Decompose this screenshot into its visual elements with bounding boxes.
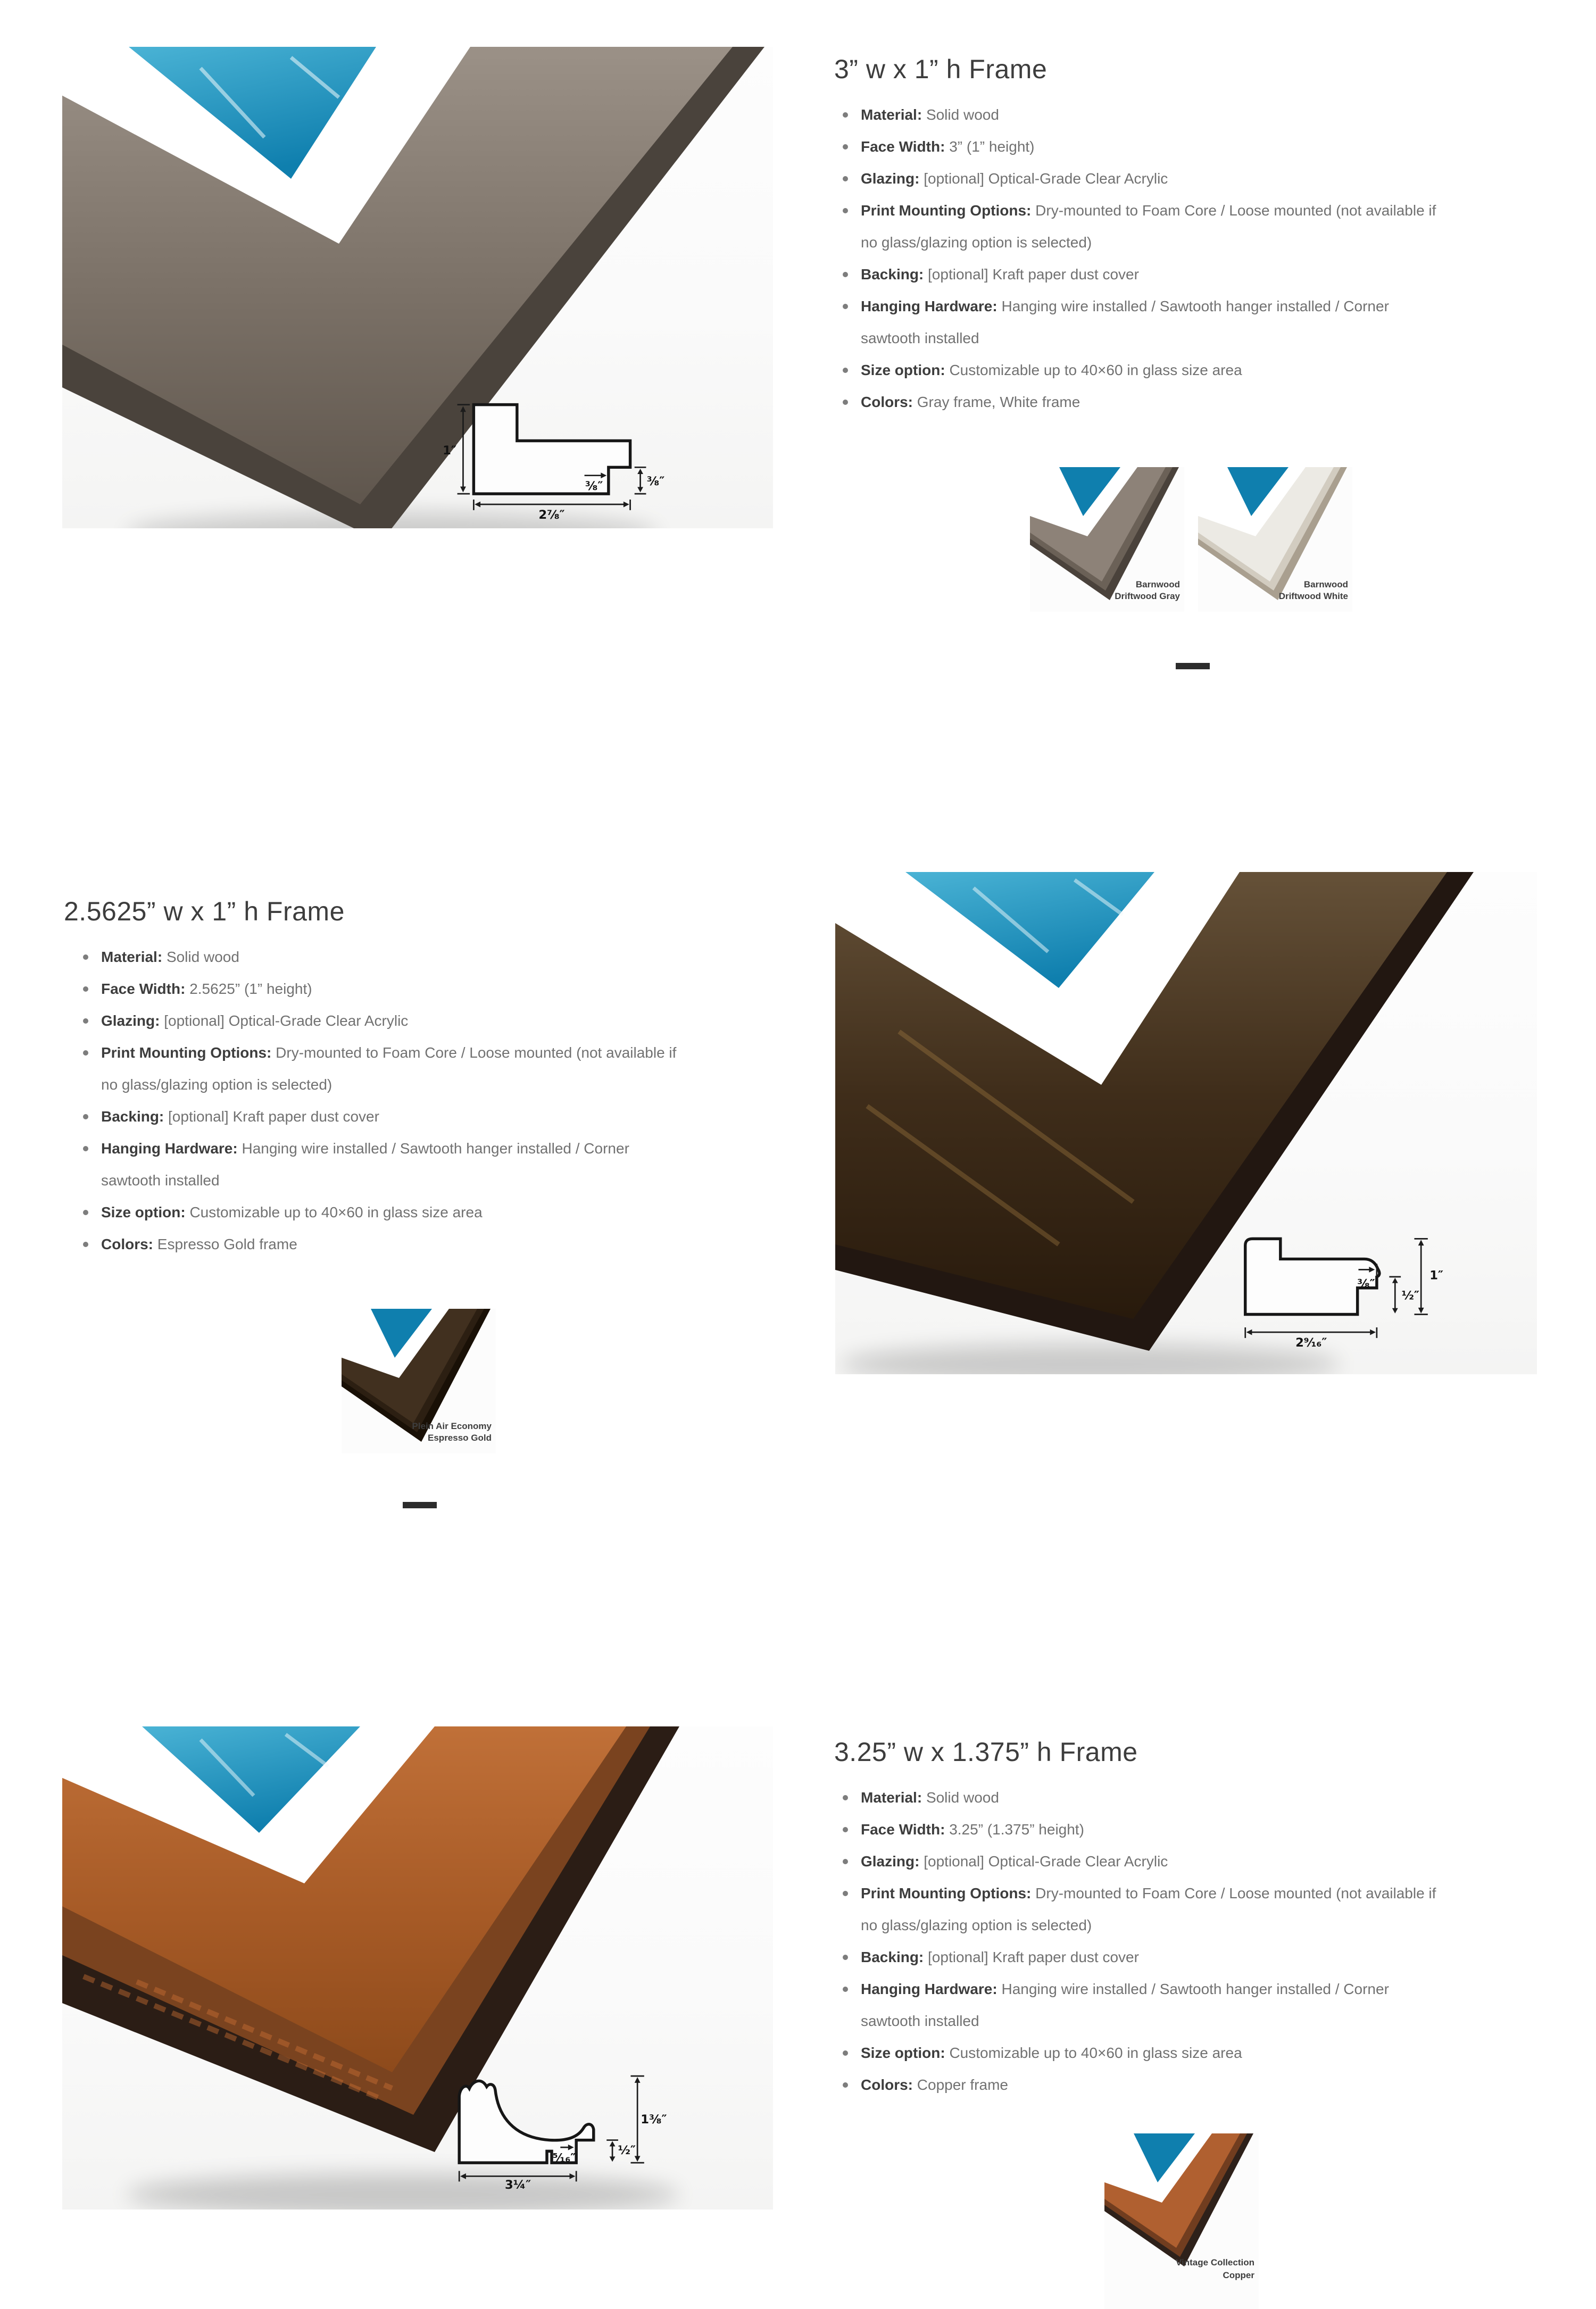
dim-height: 1″ xyxy=(1429,1268,1444,1283)
swatch-caption-line1: Vintage Collection xyxy=(1176,2257,1254,2268)
spec-label: Face Width: xyxy=(101,981,186,997)
spec-label: Hanging Hardware: xyxy=(861,1981,998,1997)
spec-item xyxy=(861,386,1542,418)
spec-value-line: [optional] Kraft paper dust cover xyxy=(168,1108,379,1125)
dim-height: 1″ xyxy=(443,443,457,458)
frame-photo-vintage-copper xyxy=(62,1726,773,2210)
color-swatch-copper xyxy=(1104,2133,1259,2309)
swatch-caption-line2: Copper xyxy=(1223,2270,1254,2280)
spec-label: Face Width: xyxy=(861,138,945,155)
spec-label: Print Mounting Options: xyxy=(861,1885,1032,1901)
spec-value-line: [optional] Optical-Grade Clear Acrylic xyxy=(924,170,1168,187)
color-swatch-espresso xyxy=(342,1309,496,1453)
spec-value-line: Solid wood xyxy=(166,949,239,965)
spec-value-line: sawtooth installed xyxy=(101,1172,220,1189)
spec-item xyxy=(861,354,1542,386)
spec-item xyxy=(101,1005,769,1037)
spec-value-line: Customizable up to 40×60 in glass size area xyxy=(189,1204,483,1220)
spec-label: Print Mounting Options: xyxy=(861,202,1032,219)
section-title: 3.25” w x 1.375” h Frame xyxy=(834,1737,1138,1767)
spec-label: Size option: xyxy=(861,362,945,378)
swatch-row xyxy=(342,1309,496,1453)
spec-value-line: Espresso Gold frame xyxy=(157,1236,297,1252)
spec-value-line: [optional] Optical-Grade Clear Acrylic xyxy=(164,1012,409,1029)
color-swatch-white xyxy=(1198,467,1352,612)
spec-item xyxy=(101,973,769,1005)
spec-value-line: Solid wood xyxy=(926,1789,999,1806)
spec-label: Print Mounting Options: xyxy=(101,1044,272,1061)
spec-value-line: Gray frame, White frame xyxy=(917,394,1080,410)
dim-lip-height: ½″ xyxy=(618,2143,636,2157)
spec-label: Size option: xyxy=(101,1204,186,1220)
spec-label: Colors: xyxy=(101,1236,153,1252)
profile-diagram-3-25x1-375 xyxy=(440,2062,669,2189)
spec-value-line: Hanging wire installed / Sawtooth hanger installed / Corner xyxy=(242,1140,629,1157)
spec-value-line: Hanging wire installed / Sawtooth hanger installed / Corner xyxy=(1001,298,1389,314)
swatch-caption-line1: Plein Air Economy xyxy=(412,1421,492,1431)
spec-list xyxy=(101,941,769,1260)
section-divider-dash xyxy=(1176,663,1210,669)
dim-height: 1⅜″ xyxy=(641,2112,667,2127)
frame-photo-barnwood-gray xyxy=(62,47,773,528)
spec-label: Backing: xyxy=(861,1949,924,1965)
section-divider-dash xyxy=(403,1502,437,1508)
spec-value-line: Customizable up to 40×60 in glass size area xyxy=(949,362,1242,378)
spec-value-line: no glass/glazing option is selected) xyxy=(101,1076,332,1093)
spec-value-line: [optional] Optical-Grade Clear Acrylic xyxy=(924,1853,1168,1870)
dim-lip-height: ½″ xyxy=(1401,1289,1420,1303)
dim-lip-height: ⅜″ xyxy=(646,474,665,488)
profile-diagram-2-5625x1 xyxy=(1224,1220,1452,1348)
spec-item xyxy=(861,1941,1542,1973)
profile-diagram-3x1 xyxy=(440,393,669,520)
spec-label: Material: xyxy=(861,1789,922,1806)
spec-list xyxy=(861,99,1542,418)
spec-value-line: sawtooth installed xyxy=(861,330,979,346)
spec-label: Colors: xyxy=(861,394,913,410)
swatch-caption-line1: Barnwood xyxy=(1303,579,1348,589)
spec-item xyxy=(861,1878,1542,1941)
dim-lip-width: ⁵⁄₁₆″ xyxy=(552,2151,576,2165)
spec-item xyxy=(101,941,769,973)
spec-label: Face Width: xyxy=(861,1821,945,1838)
spec-label: Glazing: xyxy=(861,170,920,187)
dim-lip-width: ⅜″ xyxy=(1357,1277,1375,1291)
spec-value-line: Solid wood xyxy=(926,106,999,123)
spec-label: Material: xyxy=(101,949,163,965)
spec-item xyxy=(861,2069,1542,2101)
color-swatch-gray xyxy=(1030,467,1184,612)
spec-value-line: Copper frame xyxy=(917,2077,1008,2093)
spec-label: Colors: xyxy=(861,2077,913,2093)
spec-item xyxy=(861,259,1542,290)
spec-item xyxy=(861,99,1542,131)
frame-shadow xyxy=(841,1344,1341,1374)
spec-label: Backing: xyxy=(101,1108,164,1125)
spec-value-line: sawtooth installed xyxy=(861,2013,979,2029)
spec-item xyxy=(101,1133,769,1197)
spec-list xyxy=(861,1782,1542,2101)
swatch-row xyxy=(1030,467,1352,612)
spec-item xyxy=(101,1228,769,1260)
spec-item xyxy=(861,1846,1542,1878)
spec-label: Hanging Hardware: xyxy=(861,298,998,314)
spec-item xyxy=(861,163,1542,195)
spec-value-line: Dry-mounted to Foam Core / Loose mounted (not available if xyxy=(1035,202,1436,219)
dim-width: 2⁹⁄₁₆″ xyxy=(1295,1336,1327,1348)
dim-lip-width: ⅜″ xyxy=(585,479,603,493)
spec-item xyxy=(101,1037,769,1101)
spec-value-line: no glass/glazing option is selected) xyxy=(861,1917,1092,1933)
spec-value-line: 3” (1” height) xyxy=(949,138,1035,155)
spec-item xyxy=(861,131,1542,163)
dim-width: 2⅞″ xyxy=(538,508,565,520)
spec-value-line: no glass/glazing option is selected) xyxy=(861,234,1092,251)
spec-item xyxy=(861,1814,1542,1846)
spec-label: Material: xyxy=(861,106,922,123)
spec-value-line: Hanging wire installed / Sawtooth hanger installed / Corner xyxy=(1001,1981,1389,1997)
spec-item xyxy=(101,1101,769,1133)
spec-item xyxy=(861,1782,1542,1814)
spec-item xyxy=(861,290,1542,354)
spec-value-line: 3.25” (1.375” height) xyxy=(949,1821,1084,1838)
spec-label: Size option: xyxy=(861,2045,945,2061)
spec-value-line: Dry-mounted to Foam Core / Loose mounted (not available if xyxy=(276,1044,677,1061)
spec-label: Hanging Hardware: xyxy=(101,1140,238,1157)
spec-label: Glazing: xyxy=(101,1012,160,1029)
spec-item xyxy=(861,1973,1542,2037)
spec-item xyxy=(861,2037,1542,2069)
spec-value-line: [optional] Kraft paper dust cover xyxy=(928,1949,1139,1965)
spec-item xyxy=(861,195,1542,259)
spec-value-line: [optional] Kraft paper dust cover xyxy=(928,266,1139,283)
spec-value-line: Dry-mounted to Foam Core / Loose mounted (not available if xyxy=(1035,1885,1436,1901)
spec-value-line: Customizable up to 40×60 in glass size area xyxy=(949,2045,1242,2061)
spec-label: Backing: xyxy=(861,266,924,283)
section-title: 2.5625” w x 1” h Frame xyxy=(64,896,345,926)
swatch-row xyxy=(1104,2133,1259,2309)
spec-label: Glazing: xyxy=(861,1853,920,1870)
swatch-caption-line2: Driftwood Gray xyxy=(1115,591,1180,601)
swatch-caption-line1: Barnwood xyxy=(1135,579,1180,589)
spec-item xyxy=(101,1197,769,1228)
swatch-caption-line2: Driftwood White xyxy=(1278,591,1348,601)
swatch-caption-line2: Espresso Gold xyxy=(428,1433,492,1443)
spec-value-line: 2.5625” (1” height) xyxy=(189,981,312,997)
section-title: 3” w x 1” h Frame xyxy=(834,54,1048,84)
frame-photo-espresso-gold xyxy=(835,872,1537,1374)
dim-width: 3¼″ xyxy=(505,2178,531,2189)
